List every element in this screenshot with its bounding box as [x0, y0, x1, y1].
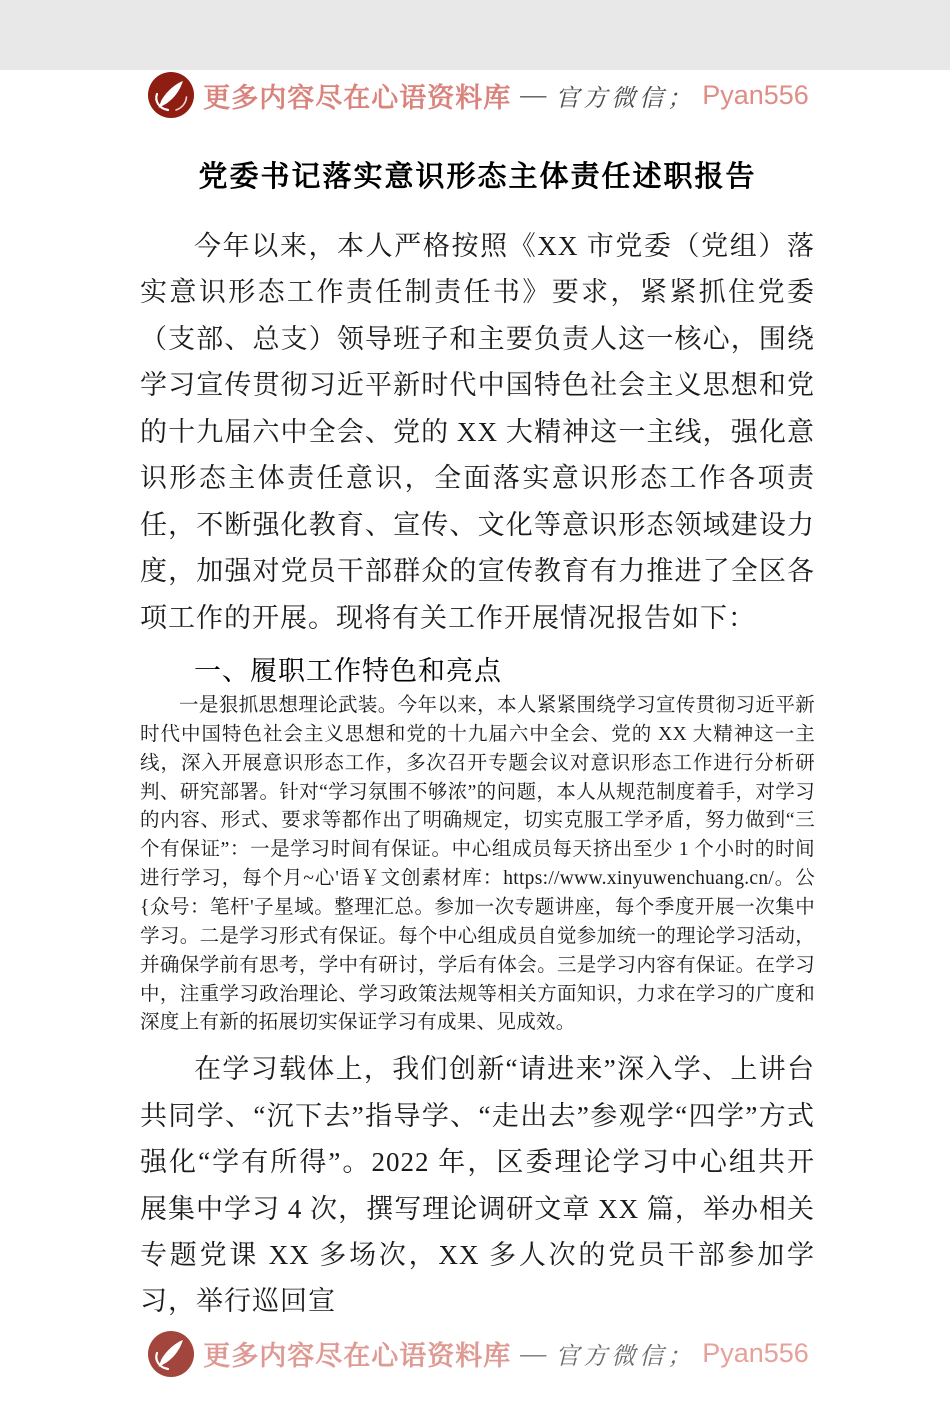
watermark-header	[140, 70, 815, 120]
paragraph-intro: 今年以来，本人严格按照《XX 市党委（党组）落实意识形态工作责任制责任书》要求，紧紧抓住党委（支部、总支）领导班子和主要负责人这一核心，围绕学习宣传贯彻习近平新时代中国特色社会主义思想和党的十九届六中全会、党的 XX 大精神这一主线，强化意识形态主体责任意识，全面落实意识形态工作各项责任，不断强化教育、宣传、文化等意识形态领域建设力度，加强对党员干部群众的宣传教育有力推进了全区各项工作的开展。现将有关工作开展情况报告如下：	[140, 231, 815, 633]
watermark-footer-clip	[140, 1329, 815, 1372]
watermark-footer	[140, 1329, 815, 1379]
watermark-wechat-label: 官方微信；	[555, 85, 696, 112]
watermark-dash: —	[520, 80, 547, 109]
section-heading: 一、履职工作特色和亮点	[194, 655, 502, 686]
watermark-brand-text: 更多内容尽在心语资料库	[203, 1341, 512, 1372]
pen-circle-logo-icon	[146, 1329, 196, 1379]
watermark-wechat-label: 官方微信；	[555, 1344, 696, 1371]
document-title: 党委书记落实意识形态主体责任述职报告	[198, 161, 757, 193]
document-page	[0, 70, 950, 1414]
pen-circle-logo-icon	[146, 70, 196, 120]
paragraph-learning-carriers: 在学习载体上，我们创新“请进来”深入学、上讲台共同学、“沉下去”指导学、“走出去”参观学“四学”方式强化“学有所得”。2022 年，区委理论学习中心组共开展集中学习 4 次，撰写理论调研文章 XX 篇，举办相关专题党课 XX 多场次，XX 多人次的党员干部参加学习，举行巡回宣	[140, 1054, 815, 1317]
watermark-brand-text: 更多内容尽在心语资料库	[203, 82, 512, 113]
watermark-dash: —	[520, 1338, 547, 1368]
watermark-wechat-id: Pyan556	[702, 1338, 809, 1369]
paragraph-detail: 一是狠抓思想理论武装。今年以来，本人紧紧围绕学习宣传贯彻习近平新时代中国特色社会主义思想和党的十九届六中全会、党的 XX 大精神这一主线，深入开展意识形态工作，多次召开专题会议对意识形态工作进行分析研判、研究部署。针对“学习氛围不够浓”的问题，本人从规范制度着手，对学习的内容、形式、要求等都作出了明确规定，切实克服工学矛盾，努力做到“三个有保证”：一是学习时间有保证。中心组成员每天挤出至少 1 个小时的时间进行学习，每个月~心'语￥文创素材库：https://www.xinyuwenchuang.cn/。公{众号：笔杆'子星域。整理汇总。参加一次专题讲座，每个季度开展一次集中学习。二是学习形式有保证。每个中心组成员自觉参加统一的理论学习活动，并确保学前有思考，学中有研讨，学后有体会。三是学习内容有保证。在学习中，注重学习政治理论、学习政策法规等相关方面知识，力求在学习的广度和深度上有新的拓展切实保证学习有成果、见成效。	[140, 694, 815, 1034]
watermark-wechat-id: Pyan556	[702, 79, 809, 110]
